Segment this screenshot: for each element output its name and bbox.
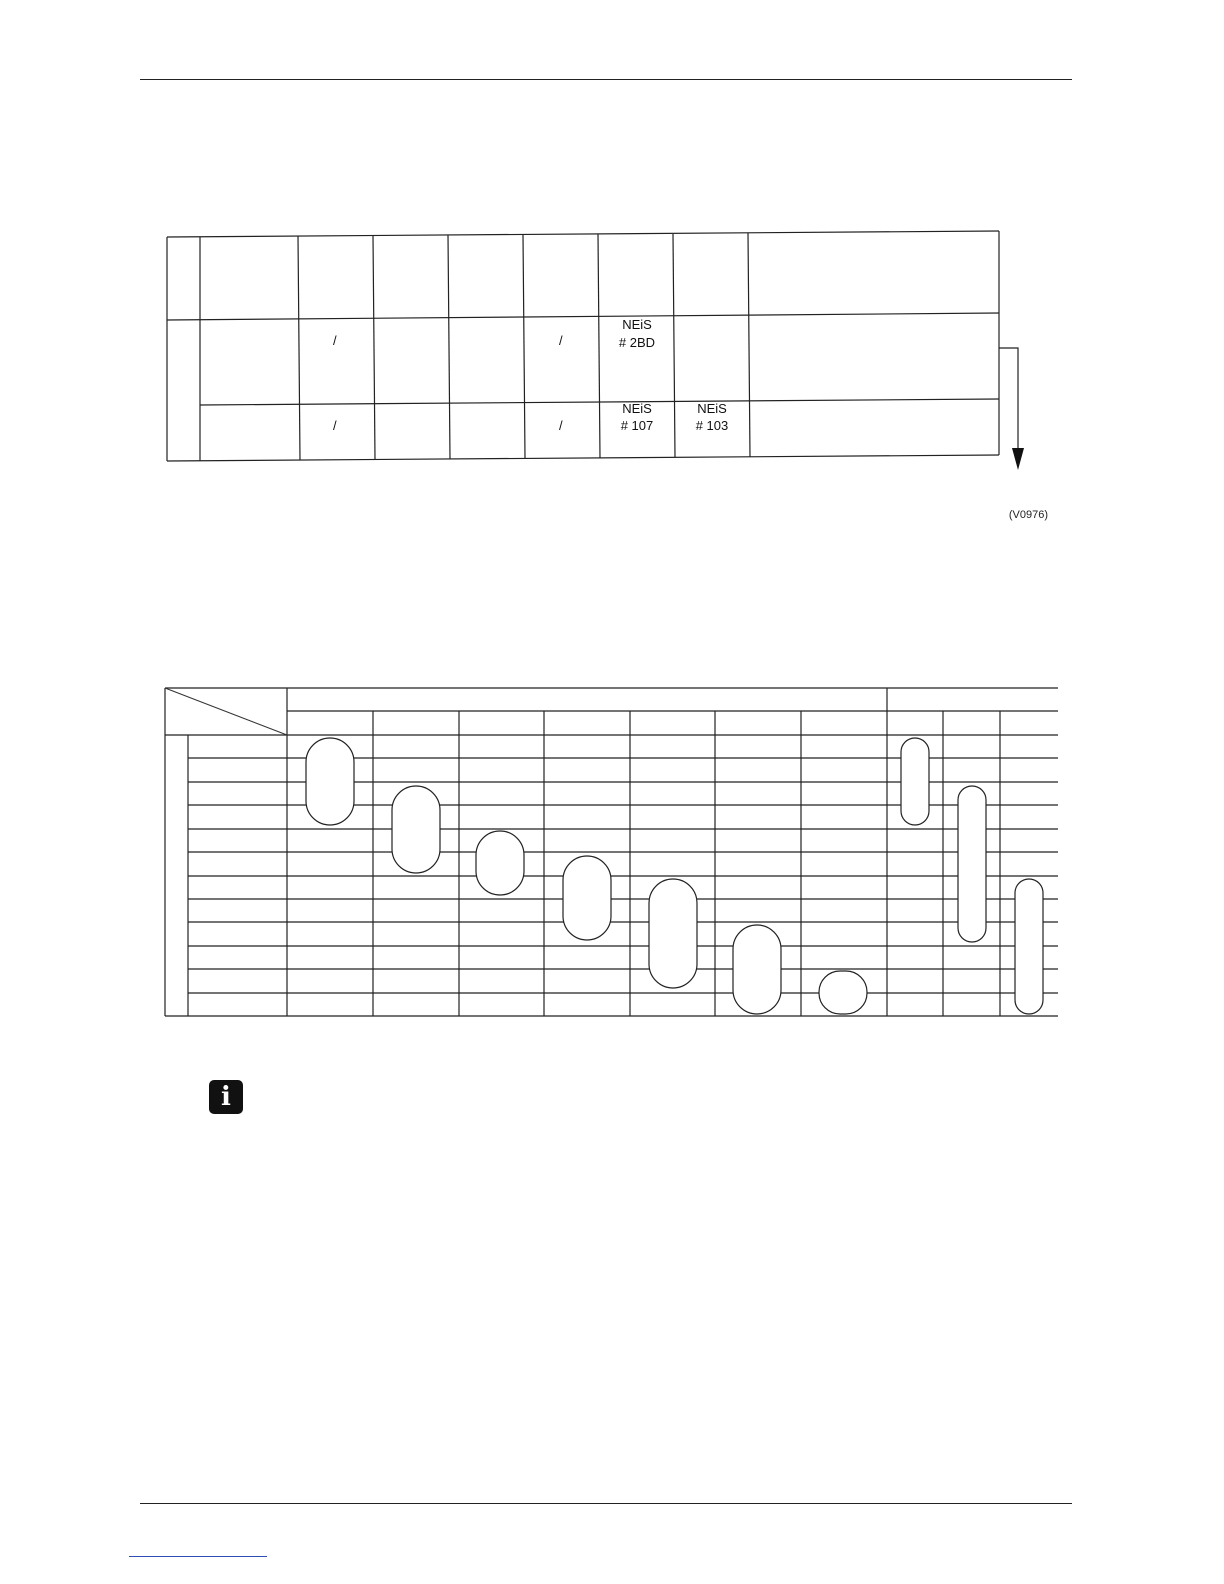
row1-tick-mark: / [559,333,563,348]
figure-reference: (V0976) [1008,509,1048,521]
row2-neis-label-2: NEiS [697,401,727,416]
row2-neis-code-2: # 103 [695,418,729,433]
footer-link[interactable] [129,1556,267,1557]
range-marker-5 [649,879,697,988]
range-marker-8 [901,738,929,825]
info-icon: i [209,1080,243,1114]
range-marker-2 [392,786,440,873]
range-marker-6 [733,925,781,1014]
range-marker-7 [819,971,867,1014]
row2-neis-label: NEiS [622,401,652,416]
row2-tick-mark: / [559,418,563,433]
row1-tick-mark: / [333,333,337,348]
table-two-grid [165,688,1058,1016]
row2-neis-code: # 107 [620,418,654,433]
row1-neis-code: # 2BD [618,335,656,350]
row1-neis-label: NEiS [622,317,652,332]
row2-tick-mark: / [333,418,337,433]
range-marker-4 [563,856,611,940]
range-marker-1 [306,738,354,825]
range-marker-10 [1015,879,1043,1014]
range-marker-9 [958,786,986,942]
footer-rule [140,1503,1072,1504]
range-marker-3 [476,831,524,895]
